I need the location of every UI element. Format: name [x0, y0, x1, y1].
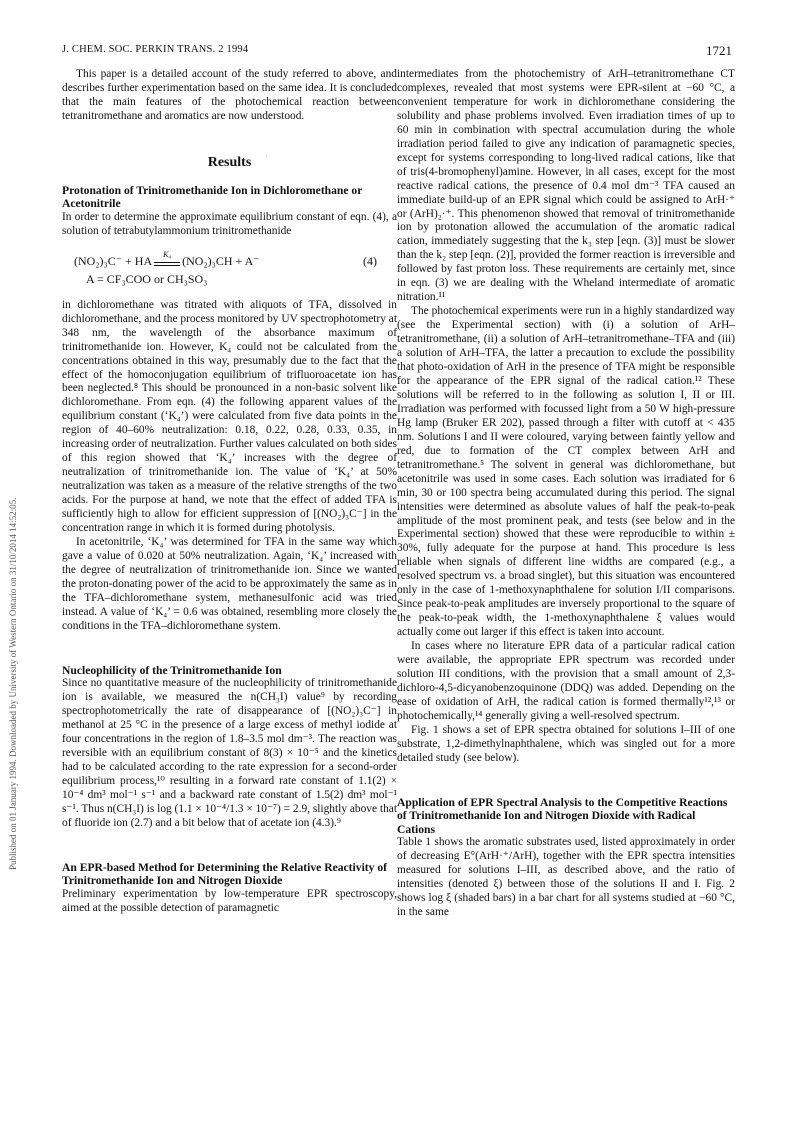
section-protonation-paragraph-1: In order to determine the approximate equilibrium constant of eqn. (4), a solution of tetrabutylammonium trinitromethanide [62, 210, 397, 237]
equation-4-rhs: (NO₂)₃CH + A⁻ [182, 253, 260, 268]
right-paragraph-4: Fig. 1 shows a set of EPR spectra obtained for solutions I–III of one substrate, 1,2-dimethylnaphthalene, which was singled out for a more detailed study (see below). [397, 723, 735, 764]
right-column [397, 68, 735, 920]
download-stamp [8, 190, 20, 890]
intro-paragraph: This paper is a detailed account of the study referred to above, and describes further experimentation based on the same idea. It is concluded that the main features of the photochemical reaction between tetranitromethane and aromatics are now understood. [62, 68, 397, 122]
left-column [62, 68, 397, 916]
right-paragraph-1: intermediates from the photochemistry of ArH–tetranitromethane CT complexes, revealed that most systems were EPR-silent at −60 °C, a convenient temperature for work in dichloromethane considering the solubility and phase problems involved. Even irradiation times of up to 60 min in combination with spectral accumulation during the whole irradiation period failed to give any indication of paramagnetic species, except for systems corresponding to long-lived radical cations, like that of tris(4-bromophenyl)amine. However, in all cases, except for the most reactive radical cations, the presence of 0.4 mol dm⁻³ TFA caused an immediate build-up of an EPR signal which could be assigned to ArH·⁺ or (ArH)₂·⁺. This phenomenon showed that removal of trinitromethanide ion by protonation allowed the accumulation of the aromatic radical cation, immediately suggesting that the k₃ step [eqn. (3)] must be slower than the k₂ step [eqn. (2)], provided the former reaction is irreversible and followed by fast proton loss. These requirements are certainly met, since in eqn. (3) we are dealing with the Wheland intermediate of aromatic nitration.¹¹ [397, 68, 735, 304]
section-protonation-paragraph-2: in dichloromethane was titrated with aliquots of TFA, dissolved in dichloromethane, and the process monitored by UV spectrophotometry at 348 nm, the wavelength of the absorbance maximum of trinitromethanide ion. However, K₄ could not be calculated from the concentrations obtained in this way, presumably due to the fact that the effect of the homoconjugation equilibrium of trifluoroacetate ion has been neglected.⁸ This should be pronounced in a non-basic solvent like dichloromethane. From eqn. (4) the following apparent values of the equilibrium constant (‘K₄’) were calculated from five data points in the region of 40–60% neutralization: 0.18, 0.22, 0.28, 0.33, 0.35, in increasing order of neutralization. Further values calculated on both sides of this region showed that ‘K₄’ increases with the degree of neutralization of trinitromethanide ion. The value of ‘K₄’ at 50% neutralization was taken as a measure of the relative strengths of the two acids. For the purpose at hand, we note that the effect of added TFA is sufficiently high to allow for efficient suppression of [(NO₂)₃C⁻] in the concentration range in which it is formed during photolysis. [62, 298, 397, 535]
right-paragraph-3: In cases where no literature EPR data of a particular radical cation were available, the appropriate EPR spectrum was recorded under solution III conditions, with the provision that a small amount of 2,3-dichloro-4,5-dicyanobenzoquinone (DDQ) was added. Depending on the ease of oxidation of ArH, the radical cation is formed thermally¹²,¹³ or photochemically,¹⁴ generally giving a well-resolved spectrum. [397, 640, 735, 722]
equation-4-lhs: (NO₂)₃C⁻ + HA [74, 253, 153, 268]
download-stamp-text: Published on 01 January 1994. Downloaded by University of Western Ontario on 31/10/2014 14:52:05. [8, 497, 18, 870]
section-application-paragraph: Table 1 shows the aromatic substrates used, listed approximately in order of decreasing E°(ArH·⁺/ArH), together with the EPR spectra intensities measured for solutions I–III, as described above, and the ratio of intensities (denoted ξ) between those of the solutions II and I. Fig. 2 shows log ξ (shaded bars) in a bar chart for all systems studied at −60 °C, in the same [397, 836, 735, 919]
speck-mark: · [265, 152, 268, 161]
journal-header: J. CHEM. SOC. PERKIN TRANS. 2 1994 [62, 44, 249, 55]
section-epr-method-heading: An EPR-based Method for Determining the Relative Reactivity of Trinitromethanide Ion and Nitrogen Dioxide [62, 860, 387, 888]
section-protonation-paragraph-3: In acetonitrile, ‘K₄’ was determined for TFA in the same way which gave a value of 0.020 at 50% neutralization. Again, ‘K₄’ increased with the degree of neutralization of trinitromethanide ion. Since we wanted the proton-donating power of the acid to be approximately the same as in the TFA–dichloromethane system, methanesulfonic acid was tried instead. A value of ‘K₄’ = 0.6 was obtained, resembling more closely the conditions in the TFA–dichloromethane system. [62, 535, 397, 632]
section-application-heading: Application of EPR Spectral Analysis to the Competitive Reactions of Trinitromethanide Ion and Nitrogen Dioxide with Radical Cations [397, 795, 728, 836]
equation-4-number: (4) [363, 253, 377, 268]
results-heading: Results [207, 154, 252, 170]
equation-4 [62, 249, 397, 269]
section-epr-method-paragraph: Preliminary experimentation by low-temperature EPR spectroscopy, aimed at the possible detection of paramagnetic [62, 887, 397, 914]
section-nucleophilicity-heading: Nucleophilicity of the Trinitromethanide Ion [62, 663, 282, 677]
equation-4-constant: K₄ [163, 249, 172, 259]
equation-4-definition: A = CF₃COO or CH₃SO₃ [86, 271, 208, 286]
section-nucleophilicity-paragraph: Since no quantitative measure of the nucleophilicity of trinitromethanide ion is available, we measured the n(CH₃I) value⁹ by recording spectrophotometrically the rate of disappearance of [(NO₂)₃C⁻] in methanol at 25 °C in the presence of a large excess of methyl iodide at four concentrations in the region of 1.8–3.5 mol dm⁻³. The reaction was reversible with an equilibrium constant of 8(3) × 10⁻⁵ and the kinetics had to be calculated according to the rate expression for a second-order equilibrium process,¹⁰ resulting in a forward rate constant of 1.1(2) × 10⁻⁴ dm³ mol⁻¹ s⁻¹ and a backward rate constant of 1.5(2) dm³ mol⁻¹ s⁻¹. Thus n(CH₃I) is log (1.1 × 10⁻⁴/1.3 × 10⁻⁷) = 2.9, slightly above that of fluoride ion (2.7) and a bit below that of acetate ion (4.3).⁹ [62, 677, 397, 829]
section-protonation-heading: Protonation of Trinitromethanide Ion in Dichloromethane or Acetonitrile [62, 183, 363, 211]
equilibrium-arrow-icon [152, 249, 182, 269]
right-paragraph-2: The photochemical experiments were run in a highly standardized way (see the Experimental section) with (i) a solution of ArH–tetranitromethane, (ii) a solution of ArH–tetranitromethane–TFA and (iii) a solution of ArH–TFA, the latter a precaution to exclude the possibility that photo-oxidation of ArH in the presence of TFA might be responsible for the appearance of the EPR signal of the radical cation.¹² These solutions will be referred to in the following as solution I, II or III. Irradiation was performed with focussed light from a 50 W high-pressure Hg lamp (Bruker ER 202), passed through a filter with cutoff at < 435 nm. Solutions I and II were coloured, varying between faintly yellow and red, due to formation of the CT complex between ArH and tetranitromethane.⁵ The solvent in general was dichloromethane, but acetonitrile was used in some cases. Each solution was irradiated for 6 min, 30 or 100 spectra being accumulated during this period. The signal intensities were determined as absolute values of half the peak-to-peak amplitude of the most prominent peak, and tests (see below and in the Experimental section) showed that these were reproducible to within ± 30%, fully adequate for the purpose at hand. This procedure is less reliable when signals of different line widths are compared (e.g., a resolved spectrum vs. a broad singlet), but this situation was encountered only in the case of 1-methoxynaphthalene for solution I/II comparisons. Since peak-to-peak amplitudes are inversely proportional to the square of the peak-to-peak width, the 1-methoxynaphthalene ξ values would actually come out larger if this effect is taken into account. [397, 305, 735, 639]
page-number: 1721 [706, 43, 732, 58]
